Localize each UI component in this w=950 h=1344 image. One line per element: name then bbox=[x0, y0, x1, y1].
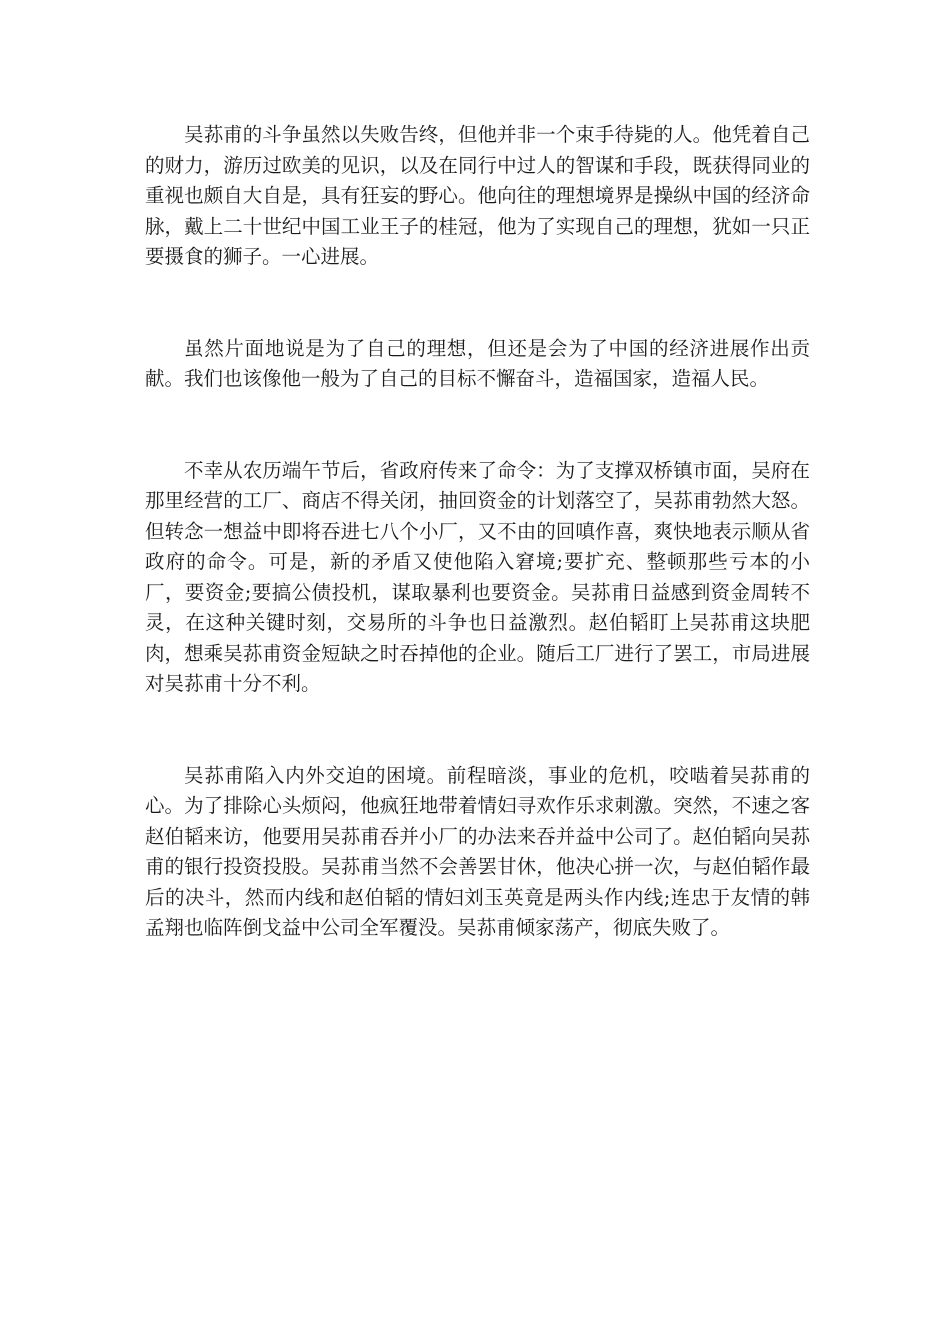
paragraph-gap bbox=[145, 273, 810, 334]
paragraph-4: 吴荪甫陷入内外交迫的困境。前程暗淡，事业的危机，咬啮着吴荪甫的心。为了排除心头烦闷，他疯狂地带着情妇寻欢作乐求刺激。突然，不速之客赵伯韬来访，他要用吴荪甫吞并小厂的办法来吞并益中公司了。赵伯韬向吴荪甫的银行投资投股。吴荪甫当然不会善罢甘休，他决心拼一次，与赵伯韬作最后的决斗，然而内线和赵伯韬的情妇刘玉英竟是两头作内线;连忠于友情的韩孟翔也临阵倒戈益中公司全军覆没。吴荪甫倾家荡产，彻底失败了。 bbox=[145, 763, 810, 939]
document-page bbox=[145, 120, 810, 944]
paragraph-1: 吴荪甫的斗争虽然以失败告终，但他并非一个束手待毙的人。他凭着自己的财力，游历过欧美的见识，以及在同行中过人的智谋和手段，既获得同业的重视也颇自大自是，具有狂妄的野心。他向往的理想境界是操纵中国的经济命脉，戴上二十世纪中国工业王子的桂冠，他为了实现自己的理想，犹如一只正要摄食的狮子。一心进展。 bbox=[145, 123, 810, 268]
paragraph-3: 不幸从农历端午节后，省政府传来了命令：为了支撑双桥镇市面，吴府在那里经营的工厂、商店不得关闭，抽回资金的计划落空了，吴荪甫勃然大怒。但转念一想益中即将吞进七八个小厂，又不由的回嗔作喜，爽快地表示顺从省政府的命令。可是，新的矛盾又使他陷入窘境;要扩充、整顿那些亏本的小厂，要资金;要搞公债投机，谋取暴利也要资金。吴荪甫日益感到资金周转不灵，在这种关键时刻，交易所的斗争也日益激烈。赵伯韬盯上吴荪甫这块肥肉，想乘吴荪甫资金短缺之时吞掉他的企业。随后工厂进行了罢工，市局进展对吴荪甫十分不利。 bbox=[145, 458, 810, 695]
paragraph-gap bbox=[145, 395, 810, 456]
paragraph-gap bbox=[145, 700, 810, 761]
paragraph-2: 虽然片面地说是为了自己的理想，但还是会为了中国的经济进展作出贡献。我们也该像他一般为了自己的目标不懈奋斗，造福国家，造福人民。 bbox=[145, 336, 810, 390]
